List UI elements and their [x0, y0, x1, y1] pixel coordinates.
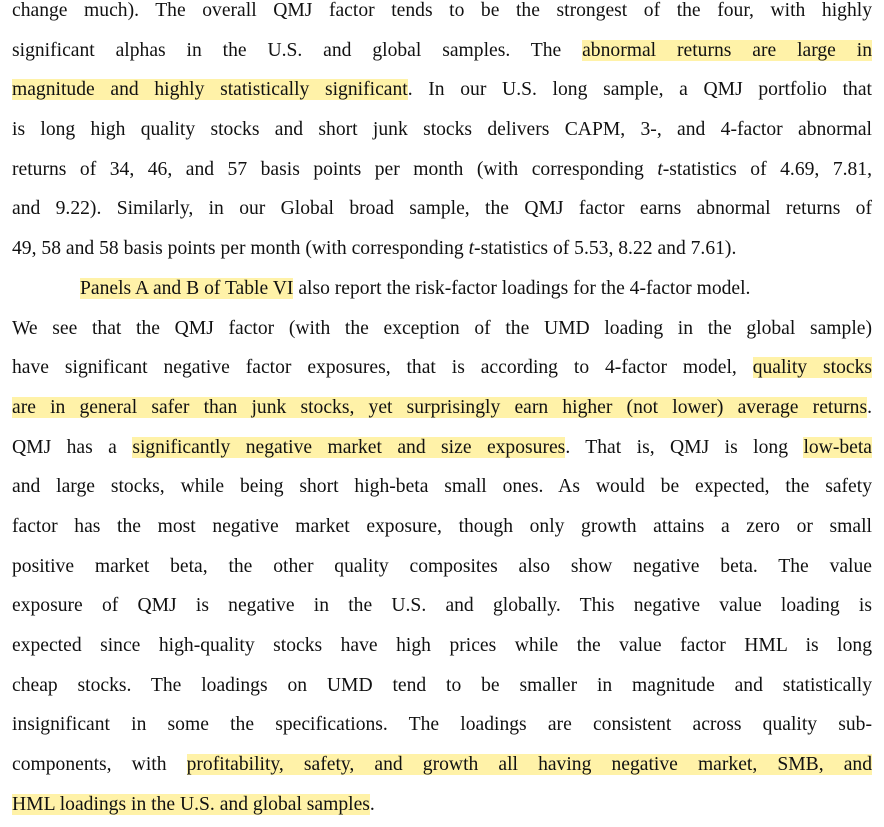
- text-line: [12, 150, 872, 190]
- text-span: exposure of QMJ is negative in the U.S. and globally. This negative value loading is: [12, 595, 872, 617]
- text-span: insignificant in some the specifications. The loadings are consistent across quality sub-: [12, 714, 872, 736]
- highlighted-text: magnitude and highly statistically significant: [12, 79, 408, 101]
- text-line: [12, 745, 872, 785]
- text-span: -statistics of 5.53, 8.22 and 7.61).: [474, 238, 737, 260]
- text-line: [12, 626, 872, 666]
- text-line: [12, 110, 872, 150]
- highlighted-text: quality stocks: [752, 357, 872, 379]
- text-line: [12, 348, 872, 388]
- highlighted-text: significantly negative market and size exposures: [132, 436, 566, 458]
- text-span: positive market beta, the other quality composites also show negative beta. The value: [12, 555, 872, 577]
- text-line: [12, 229, 872, 269]
- text-line: [12, 0, 872, 31]
- text-span: . In our U.S. long sample, a QMJ portfolio that: [407, 79, 872, 101]
- text-line: [12, 189, 872, 229]
- italic-text: t: [657, 158, 663, 180]
- text-span: also report the risk-factor loadings for the 4-factor model.: [293, 277, 751, 299]
- text-line: [12, 547, 872, 587]
- text-span: . That is, QMJ is long: [565, 436, 804, 458]
- text-span: We see that the QMJ factor (with the exception of the UMD loading in the global sample): [12, 317, 872, 339]
- highlighted-text: abnormal returns are large in: [582, 39, 872, 61]
- text-span: -statistics of 4.69, 7.81,: [662, 158, 873, 180]
- text-span: 49, 58 and 58 basis points per month (with corresponding: [12, 238, 469, 260]
- italic-text: t: [468, 238, 475, 260]
- highlighted-text: low-beta: [803, 436, 872, 458]
- text-span: components, with: [12, 754, 187, 776]
- text-span: cheap stocks. The loadings on UMD tend to be smaller in magnitude and statistically: [12, 674, 872, 696]
- highlighted-text: profitability, safety, and growth all having negative market, SMB, and: [186, 754, 872, 776]
- paragraph-start-line: [12, 269, 872, 309]
- highlighted-text: are in general safer than junk stocks, yet surprisingly earn higher (not lower) average returns: [12, 396, 868, 418]
- text-line: [12, 467, 872, 507]
- text-span: significant alphas in the U.S. and global samples. The: [12, 39, 583, 61]
- text-span: and 9.22). Similarly, in our Global broad sample, the QMJ factor earns abnormal returns of: [12, 198, 872, 220]
- text-line: [12, 785, 872, 825]
- highlighted-text: HML loadings in the U.S. and global samples: [12, 793, 370, 815]
- text-line: [12, 586, 872, 626]
- text-span: expected since high-quality stocks have high prices while the value factor HML is long: [12, 635, 872, 656]
- text-span: have significant negative factor exposures, that is according to 4-factor model,: [12, 357, 753, 379]
- text-line: [12, 309, 872, 349]
- text-line: [12, 705, 872, 745]
- text-span: QMJ has a: [12, 436, 133, 458]
- text-line: [12, 70, 872, 110]
- text-span: factor has the most negative market exposure, though only growth attains a zero or small: [12, 515, 872, 537]
- text-line: [12, 666, 872, 706]
- text-span: returns of 34, 46, and 57 basis points per month (with corresponding: [12, 158, 658, 180]
- text-line: [12, 507, 872, 547]
- text-span: .: [867, 396, 872, 418]
- text-line: [12, 31, 872, 71]
- highlighted-text: Panels A and B of Table VI: [80, 277, 294, 299]
- text-span: and large stocks, while being short high-beta small ones. As would be expected, the safety: [12, 476, 872, 498]
- text-span: change much). The overall QMJ factor tends to be the strongest of the four, with highly: [12, 0, 872, 21]
- text-line: [12, 388, 872, 428]
- text-span: .: [369, 793, 375, 815]
- text-line: [12, 428, 872, 468]
- text-span: is long high quality stocks and short junk stocks delivers CAPM, 3-, and 4-factor abnormal: [12, 119, 872, 141]
